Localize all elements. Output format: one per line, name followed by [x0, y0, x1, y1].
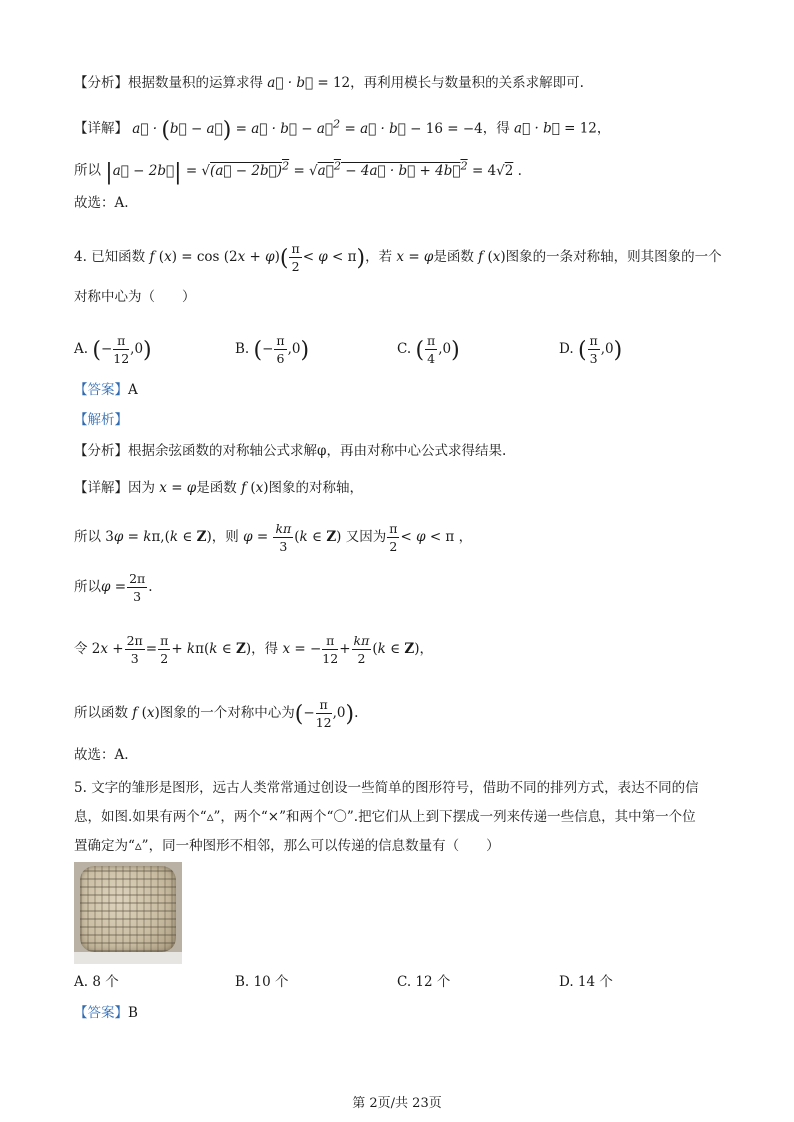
q4-option-b[interactable]: B. (− $\frac{\pi}{6}$ ,0) — [235, 333, 310, 366]
q4-phi-value: 所以φ = $\frac{2\pi}{3}$ . — [74, 571, 153, 604]
q4-center-result: 所以函数 f (x)图象的一个对称中心为(− $\frac{\pi}{12}$ ,0). — [74, 697, 359, 730]
q4-stem: 4. 已知函数 f (x) = cos (2x + φ)( $\frac{\pi}{2}$ < φ < π)，若 x = φ是函数 f (x)图象的一条对称轴，则其图象的一个 — [74, 241, 722, 274]
q5-stem-line1: 5. 文字的雏形是图形，远古人类常常通过创设一些简单的图形符号，借助不同的排列方式，表达不同的信 — [74, 780, 699, 796]
q5-option-d[interactable]: D. 14 个 — [559, 974, 613, 990]
q3-analysis: 【分析】根据数量积的运算求得 a⃗ · b⃗ = 12，再利用模长与数量积的关系求解即可. — [74, 75, 584, 91]
page-footer: 第 2页/共 23页 — [352, 1096, 442, 1111]
q4-option-a[interactable]: A. (− $\frac{\pi}{12}$ ,0) — [74, 333, 152, 366]
q4-analysis: 【分析】根据余弦函数的对称轴公式求解φ，再由对称中心公式求得结果. — [74, 443, 507, 459]
q5-stem-line2: 息，如图.如果有两个“▵”，两个“×”和两个“〇”.把它们从上到下摆成一列来传递一些信息，其中第一个位 — [74, 809, 696, 825]
q3-detail: 【详解】 a⃗ · (b⃗ − a⃗) = a⃗ · b⃗ − a⃗$^2$ = a⃗ · b⃗ − 16 = −4，得 a⃗ · b⃗ = 12， — [74, 117, 611, 143]
formula-ab-result: a⃗ · b⃗ = 12， — [514, 120, 611, 137]
q4-center-eq: 令 2x + $\frac{2\pi}{3}$ = $\frac{\pi}{2}$ + kπ(k ∈ Z)，得 x = − $\frac{\pi}{12}$ + $\frac{k\pi}{2}$ (k ∈ Z)， — [74, 633, 434, 666]
clay-tablet — [80, 866, 176, 952]
q5-stem-line3: 置确定为“▵”，同一种图形不相邻，那么可以传递的信息数量有（ ） — [74, 838, 500, 854]
q3-modulus: 所以 |a⃗ − 2b⃗| = √(a⃗ − 2b⃗)$^2$ = √a⃗$^2$ − 4a⃗ · b⃗ + 4b⃗$^2$ = 4√2 . — [74, 159, 522, 185]
q4-jiexi-label: 【解析】 — [74, 412, 128, 428]
q4-detail: 【详解】因为 x = φ是函数 f (x)图象的对称轴， — [74, 480, 364, 496]
formula-ab: a⃗ · b⃗ = 12 — [267, 75, 351, 91]
q3-choice: 故选：A. — [74, 195, 129, 211]
q5-option-b[interactable]: B. 10 个 — [235, 974, 289, 990]
q4-stem-end: 对称中心为（ ） — [74, 289, 196, 305]
clay-tablet-photo — [74, 862, 182, 964]
q5-answer: 【答案】B — [74, 1005, 138, 1021]
q4-option-d[interactable]: D. ( $\frac{\pi}{3}$ ,0) — [559, 333, 623, 366]
display-stand — [74, 952, 182, 964]
q5-option-c[interactable]: C. 12 个 — [397, 974, 451, 990]
q4-option-c[interactable]: C. ( $\frac{\pi}{4}$ ,0) — [397, 333, 460, 366]
formula-modulus: |a⃗ − 2b⃗| = √(a⃗ − 2b⃗)$^2$ = √a⃗$^2$ − 4a⃗ · b⃗ + 4b⃗$^2$ = 4√2 . — [105, 159, 522, 185]
formula-expand: a⃗ · (b⃗ − a⃗) = a⃗ · b⃗ − a⃗$^2$ = a⃗ · b⃗ − 16 = −4 — [132, 117, 483, 143]
q4-phi-eq: 所以 3φ = kπ,(k ∈ Z)，则 φ = $\frac{k\pi}{3}$ (k ∈ Z) 又因为 $\frac{\pi}{2}$ < φ < π ， — [74, 521, 473, 554]
q5-option-a[interactable]: A. 8 个 — [74, 974, 119, 990]
q4-answer: 【答案】A — [74, 382, 138, 398]
q4-choice: 故选：A. — [74, 747, 129, 763]
formula-fx: f (x) = cos (2x + φ) — [149, 249, 280, 265]
